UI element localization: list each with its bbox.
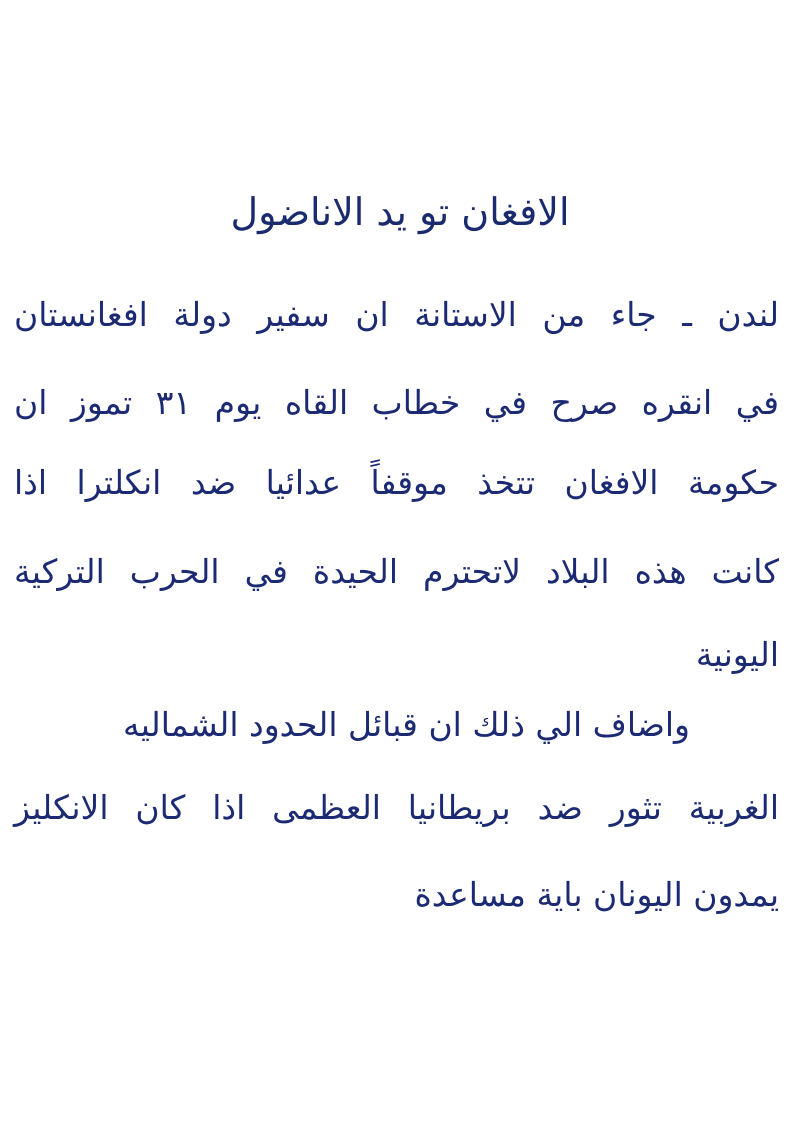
body-line-8: يمدون اليونان باية مساعدة — [414, 875, 779, 914]
article-title: الافغان تو يد الاناضول — [230, 190, 570, 234]
body-line-7: الغربية تثور ضد بريطانيا العظمى اذا كان الانكليز — [14, 788, 779, 827]
body-line-4: كانت هذه البلاد لاتحترم الحيدة في الحرب التركية — [14, 552, 779, 591]
body-line-5: اليونية — [695, 635, 779, 674]
body-line-6: واضاف الي ذلك ان قبائل الحدود الشماليه — [123, 705, 690, 744]
body-line-1: لندن ـ جاء من الاستانة ان سفير دولة افغانستان — [14, 295, 779, 334]
body-line-3: حكومة الافغان تتخذ موقفاً عدائيا ضد انكلترا اذا — [14, 463, 779, 502]
body-line-2: في انقره صرح في خطاب القاه يوم ٣١ تموز ان — [14, 383, 779, 422]
